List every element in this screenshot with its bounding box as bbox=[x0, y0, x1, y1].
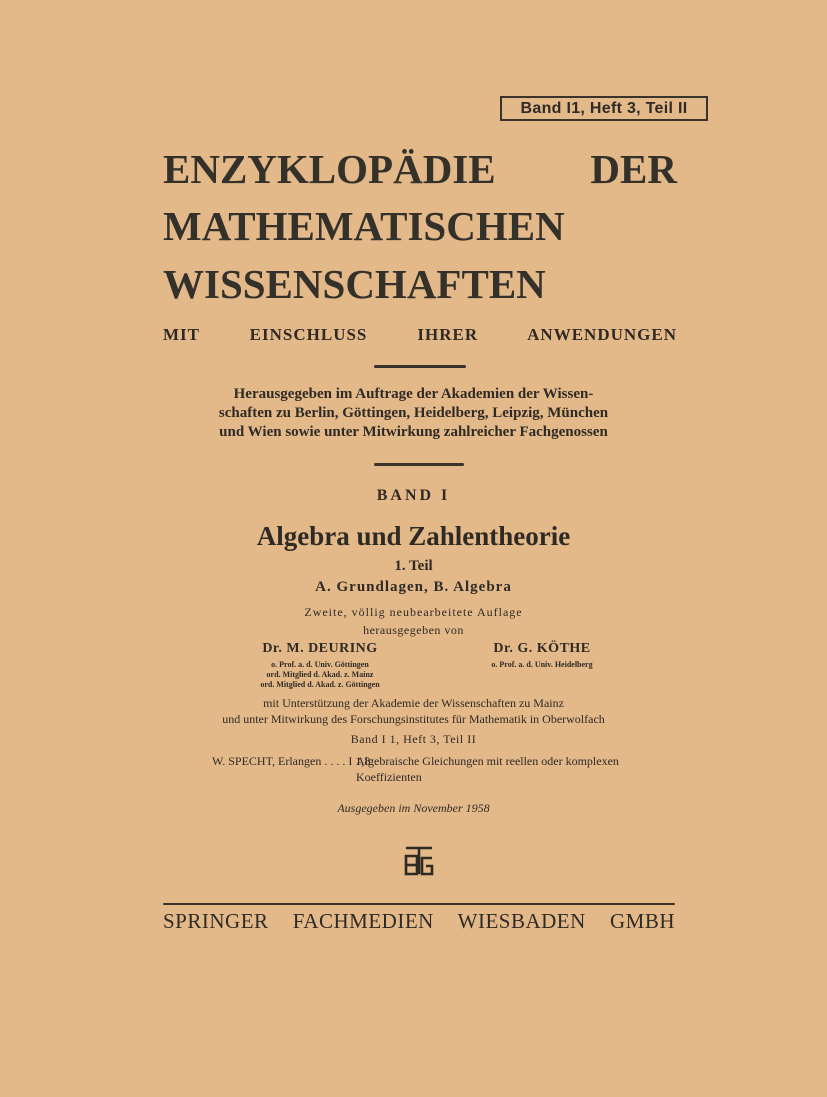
editor-deuring bbox=[220, 641, 420, 690]
parts-label: A. Grundlagen, B. Algebra bbox=[315, 579, 512, 595]
publisher-rule bbox=[163, 903, 675, 905]
divider-rule bbox=[374, 365, 466, 368]
support-line-1: mit Unterstützung der Akademie der Wissenschaften zu Mainz bbox=[263, 696, 564, 710]
edition-label: Zweite, völlig neubearbeitete Auflage bbox=[304, 605, 523, 619]
editor-name: Dr. M. DEURING bbox=[262, 641, 378, 656]
heft-label: Band I 1, Heft 3, Teil II bbox=[350, 732, 477, 746]
editor-koethe bbox=[442, 641, 642, 670]
publisher-note-line-2: schaften zu Berlin, Göttingen, Heidelberg, Leipzig, München bbox=[218, 405, 609, 421]
publisher-name: SPRINGER FACHMEDIEN WIESBADEN GMBH bbox=[163, 909, 675, 933]
main-title-line-3: WISSENSCHAFTEN bbox=[163, 261, 546, 307]
topic-title: Algebra und Zahlentheorie bbox=[256, 521, 571, 551]
publisher-logo-icon bbox=[404, 844, 434, 878]
main-title-line-1: ENZYKLOPÄDIE DER bbox=[163, 146, 677, 192]
band-label: BAND I bbox=[376, 487, 451, 504]
publisher-note-line-1: Herausgegeben im Auftrage der Akademien der Wissen- bbox=[233, 386, 594, 402]
support-note bbox=[170, 695, 657, 727]
volume-label-box: Band I1, Heft 3, Teil II bbox=[500, 96, 708, 121]
editor-affiliation: ord. Mitglied d. Akad. z. Mainz bbox=[266, 670, 374, 679]
publisher-note-line-3: und Wien sowie unter Mitwirkung zahlreicher Fachgenossen bbox=[219, 424, 608, 440]
subtitle: MIT EINSCHLUSS IHRER ANWENDUNGEN bbox=[163, 325, 677, 344]
divider-rule bbox=[374, 463, 464, 466]
editor-affiliation: o. Prof. a. d. Univ. Göttingen bbox=[271, 660, 369, 669]
publisher-note bbox=[190, 385, 637, 442]
editor-name: Dr. G. KÖTHE bbox=[493, 641, 591, 656]
editor-affiliation: ord. Mitglied d. Akad. z. Göttingen bbox=[260, 680, 380, 689]
issue-date: Ausgegeben im November 1958 bbox=[337, 801, 490, 815]
teil-label: 1. Teil bbox=[394, 558, 433, 574]
editor-affiliation: o. Prof. a. d. Univ. Heidelberg bbox=[491, 660, 593, 669]
support-line-2: und unter Mitwirkung des Forschungsinstitutes für Mathematik in Oberwolfach bbox=[222, 712, 605, 726]
article-title: Algebraische Gleichungen mit reellen oder komplexen Koeffizienten bbox=[356, 754, 619, 784]
edited-by-label: herausgegeben von bbox=[363, 623, 464, 637]
main-title-line-2: MATHEMATISCHEN bbox=[163, 203, 565, 249]
article-author: W. SPECHT, Erlangen . . . . I 1,8: bbox=[212, 754, 374, 768]
